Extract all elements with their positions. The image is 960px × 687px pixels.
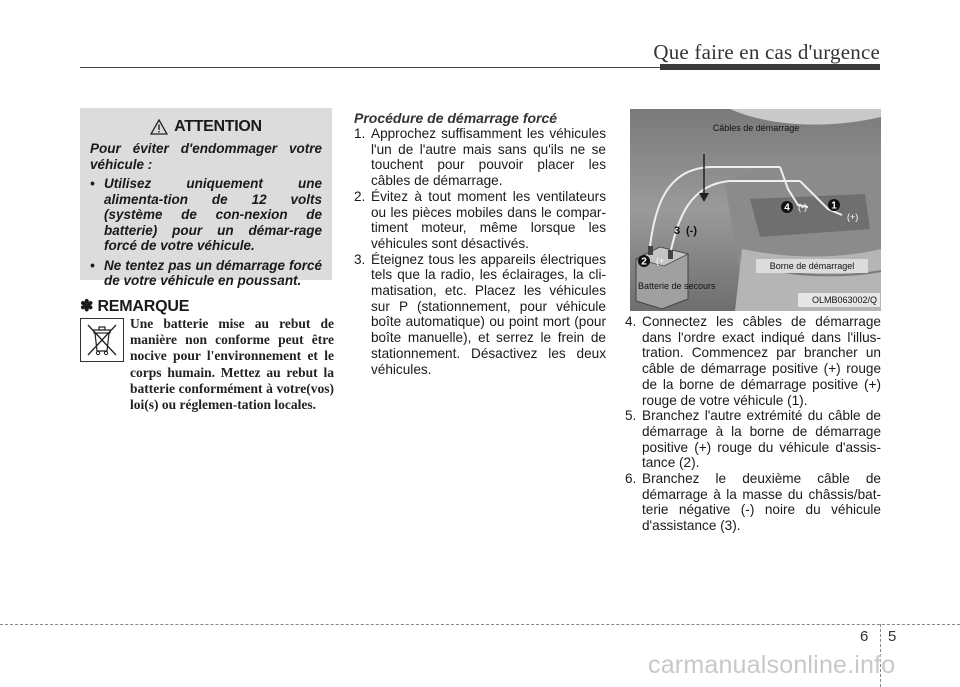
attention-item [90,258,322,289]
footer-rule [0,624,960,625]
step-number: 1. [354,126,366,141]
attention-box [80,108,332,288]
step-text: Éteignez tous les appareils électriques tels que la radio, les éclairages, la cli-matisation, etc. Placez les véhicules sur P (stationnement, pour véhicule boîte automatique) ou point mort (pour boîte manuelle), et serrez le frein de stationnement. Désactivez les deux véhicules. [371,251,606,377]
step-number: 4. [625,314,637,329]
procedure-step [625,314,881,408]
callout-number: 4 [784,202,790,214]
step-text: Branchez l'autre extrémité du câble de démarrage à la borne de démarrage positive (+) rouge du véhicule d'assis-tance (2). [642,408,881,471]
step-text: Approchez suffisamment les véhicules l'un de l'autre mais sans qu'ils ne se touchent pour pouvoir placer les câbles de démarrage. [371,126,606,189]
watermark: carmanualsonline.info [648,651,896,679]
remark-title: ✽ REMARQUE [80,298,190,315]
procedure-step [625,408,881,471]
step-number: 6. [625,471,637,487]
section-title: Que faire en cas d'urgence [653,40,880,64]
battery-label: Batterie de secours [638,281,716,291]
header-rule-accent [660,64,880,70]
battery-terminal [648,246,653,255]
warning-triangle-icon [150,119,168,135]
attention-item-text: Utilisez uniquement une alimenta-tion de 12 volts (système de con-nexion de batterie) pour un démar-rage forcé de votre véhicule. [104,176,322,253]
jump-start-illustration [630,109,881,311]
step-text: Connectez les câbles de démarrage dans l'ordre exact indiqué dans l'illus-tration. Commencez par brancher un câble de démarrage positive (+) rouge de la borne de démarrage positive (+) rouge de votre véhicule (1). [642,314,881,408]
remark-text: Une batterie mise au rebut de manière non conforme peut être nocive pour l'environnement et le corps humain. Mettez au rebut la batterie conformément à votre(vos) loi(s) ou réglemen-tation locales. [130,316,334,413]
attention-heading [90,118,322,136]
bullet: • [90,176,95,191]
crossed-bin-icon [85,322,119,358]
battery-terminal [668,250,673,259]
attention-title: ATTENTION [174,118,262,135]
cables-label: Câbles de démarrage [712,123,800,133]
step-number: 5. [625,408,637,424]
attention-item-text: Ne tentez pas un démarrage forcé de votre véhicule en poussant. [104,257,322,288]
terminal-label: Borne de démarragel [769,261,855,271]
attention-intro: Pour éviter d'endommager votre véhicule : [90,141,322,172]
page-number: 5 [888,628,897,645]
terminal-sign: (-) [686,225,697,237]
procedure-steps-right [625,314,881,534]
step-text: Évitez à tout moment les ventilateurs ou les pièces mobiles dans le compar-timent moteur, même lorsque les véhicules sont désactivés. [371,188,606,251]
recycle-symbol-box [80,318,124,362]
bullet: • [90,257,95,273]
procedure-step [354,126,606,189]
figure-code: OLMB063002/Q [811,295,877,305]
terminal-sign: (-) [798,202,807,212]
attention-item [90,176,322,254]
terminal-sign: (+) [847,212,859,222]
callout-number: 3 [674,225,681,237]
callout-number: 1 [831,200,837,212]
chapter-number: 6 [860,628,869,645]
terminal-sign: (+ [656,256,665,266]
procedure-title: Procédure de démarrage forcé [354,110,558,126]
callout-number: 2 [641,256,647,268]
step-number: 2. [354,188,366,204]
procedure-step [354,189,606,252]
step-text: Branchez le deuxième câble de démarrage à la masse du châssis/bat-terie négative (-) noire du véhicule d'assistance (3). [642,471,881,534]
procedure-step [625,471,881,534]
procedure-step [354,252,606,378]
procedure-steps-left [354,126,606,377]
step-number: 3. [354,251,366,267]
